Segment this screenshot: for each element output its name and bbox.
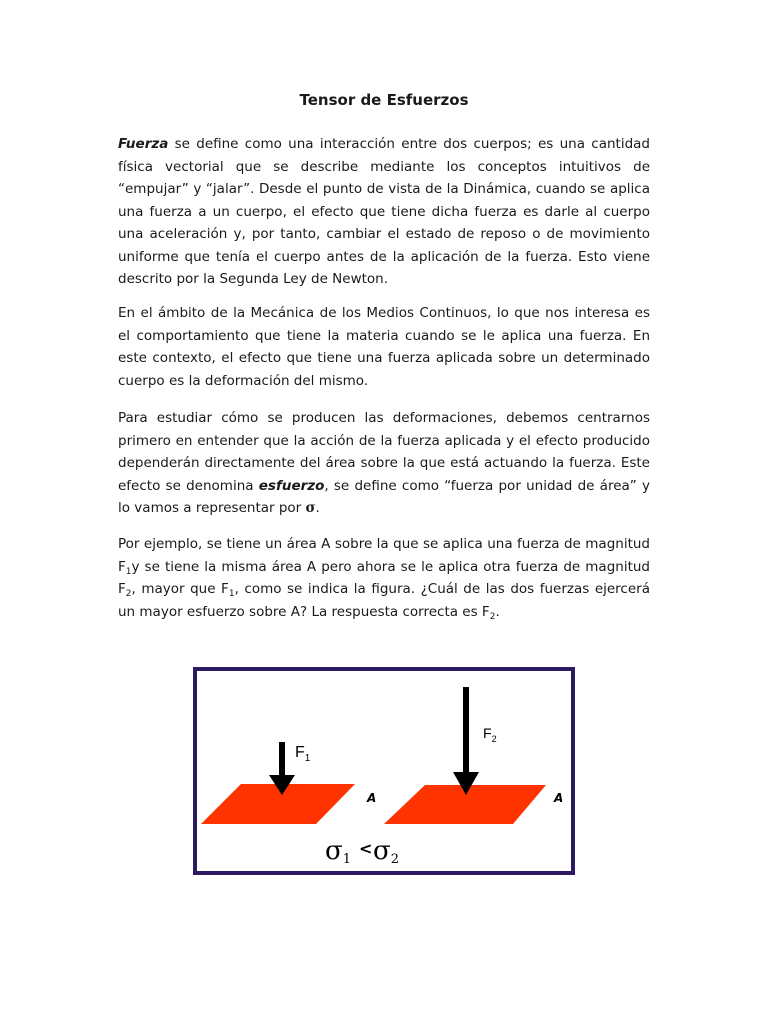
term-esfuerzo: esfuerzo bbox=[258, 477, 325, 494]
paragraph-fuerza bbox=[118, 133, 650, 291]
stress-figure bbox=[193, 667, 575, 875]
relation-operator: < bbox=[359, 839, 373, 858]
paragraph-text: Para estudiar cómo se producen las deformaciones, debemos centrarnos primero en entender que la acción de la fuerza aplicada y el efecto producido dependerán directamente del área sobre la que está actuando la fuerza. Este efecto se denomina bbox=[118, 410, 650, 494]
paragraph-esfuerzo bbox=[118, 407, 650, 520]
paragraph-text: se define como una interacción entre dos cuerpos; es una cantidad física vectorial que se describe mediante los conceptos intuitivos de “empujar” y “jalar”. Desde el punto de vista de la Dinámica, cuando se aplica una fuerza a un cuerpo, el efecto que tiene dicha fuerza es darle al cuerpo una aceleración y, por tanto, cambiar el estado de reposo o de movimiento uniforme que tenía el cuerpo antes de la aplicación de la fuerza. Esto viene descrito por la Segunda Ley de Newton. bbox=[118, 136, 650, 287]
subscript: 2 bbox=[489, 611, 496, 622]
paragraph-mecanica: En el ámbito de la Mecánica de los Medios Continuos, lo que nos interesa es el comportamiento que tiene la materia cuando se le aplica una fuerza. En este contexto, el efecto que tiene una fuerza aplicada sobre un determinado cuerpo es la deformación del mismo. bbox=[118, 305, 650, 389]
paragraph-text: , se define como “fuerza por unidad de área” y lo vamos a representar por bbox=[118, 477, 650, 516]
figure-drawing bbox=[197, 671, 571, 871]
subscript: 1 bbox=[228, 589, 235, 599]
relation-lhs: σ1 bbox=[325, 836, 352, 867]
page-title: Tensor de Esfuerzos bbox=[299, 91, 469, 109]
paragraph-text: y se tiene la misma área A pero ahora se le aplica otra fuerza de magnitud F bbox=[118, 558, 650, 597]
paragraph-text: Por ejemplo, se tiene un área A sobre la que se aplica una fuerza de magnitud F bbox=[118, 536, 650, 575]
term-fuerza: Fuerza bbox=[118, 136, 169, 152]
subscript: 2 bbox=[125, 589, 132, 599]
force-label-f1: $F_1$ bbox=[295, 744, 311, 764]
paragraph-text: . bbox=[315, 500, 320, 516]
area-plate-left bbox=[201, 784, 355, 824]
paragraph-text: . bbox=[495, 603, 500, 620]
subscript: 1 bbox=[125, 566, 132, 577]
area-label-left: A bbox=[367, 791, 377, 805]
paragraph-text: , mayor que F bbox=[131, 581, 229, 597]
paragraph-text: , como se indica la figura. ¿Cuál de las dos fuerzas ejercerá un mayor esfuerzo sobre A? La respuesta correcta es F bbox=[118, 581, 650, 620]
sigma-symbol: σ bbox=[305, 500, 316, 516]
area-label-right: A bbox=[554, 791, 564, 805]
relation-rhs: σ2 bbox=[373, 836, 400, 867]
force-label-f2: $F_2$ bbox=[483, 725, 497, 744]
paragraph-ejemplo bbox=[118, 533, 650, 623]
